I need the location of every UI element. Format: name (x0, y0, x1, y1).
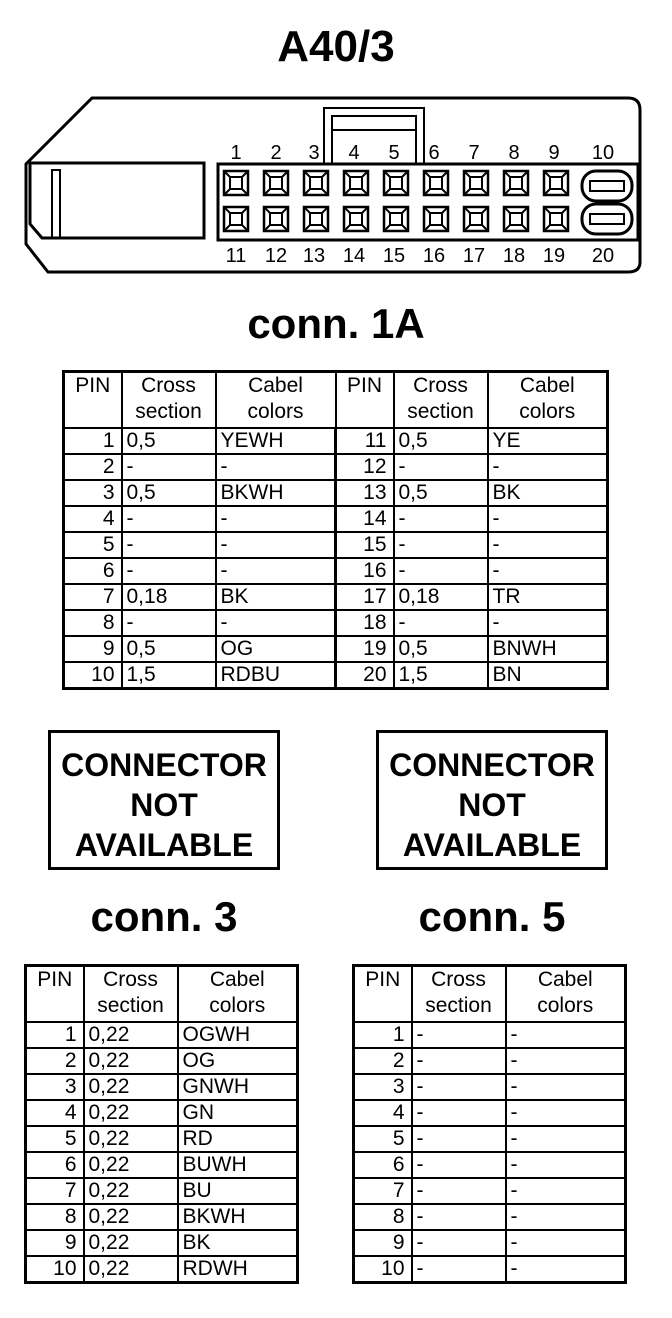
pin-cell: 10 (26, 1256, 84, 1283)
cable-color-cell: RD (178, 1126, 298, 1152)
conn-5-title: conn. 5 (418, 893, 566, 940)
table-row (64, 506, 608, 532)
pin-cell: 4 (26, 1100, 84, 1126)
pin-socket (304, 171, 328, 195)
pin-socket (464, 171, 488, 195)
cable-color-cell: - (506, 1100, 626, 1126)
cross-section-cell: - (394, 506, 488, 532)
table-row (26, 1100, 298, 1126)
cable-color-cell: - (506, 1126, 626, 1152)
pin-cell: 4 (354, 1100, 412, 1126)
table-row (26, 1178, 298, 1204)
na-line: NOT (130, 787, 198, 823)
cable-color-cell: TR (488, 584, 608, 610)
pin-number-label: 13 (302, 245, 326, 267)
cross-section-cell: - (412, 1152, 506, 1178)
cable-color-cell: OG (216, 636, 336, 662)
na-line: CONNECTOR (61, 747, 267, 783)
cable-color-cell: BNWH (488, 636, 608, 662)
pin-number-label: 5 (388, 142, 400, 164)
pin-socket (424, 171, 448, 195)
cable-color-cell: RDBU (216, 662, 336, 689)
cross-section-cell: 0,18 (122, 584, 216, 610)
pin-socket (264, 171, 288, 195)
pin-number-label: 16 (422, 245, 446, 267)
pin-number-label: 2 (270, 142, 282, 164)
cross-section-cell: 0,5 (122, 428, 216, 454)
pin-socket (384, 207, 408, 231)
pin-socket (224, 207, 248, 231)
conn-5-table (352, 964, 627, 1284)
pin-number-label: 18 (502, 245, 526, 267)
connector-latch (30, 163, 204, 238)
connector-not-available-3 (48, 730, 280, 870)
header-cross-section: Cross section (122, 372, 216, 429)
cable-color-cell: YEWH (216, 428, 336, 454)
cross-section-cell: 0,22 (84, 1048, 178, 1074)
table-row (26, 1204, 298, 1230)
header-cross-section: Cross section (412, 966, 506, 1023)
cross-section-cell: 0,5 (394, 480, 488, 506)
pin-cell: 17 (336, 584, 394, 610)
cable-color-cell: - (488, 506, 608, 532)
pin-cell: 5 (64, 532, 122, 558)
header-cross-section: Cross section (394, 372, 488, 429)
cross-section-cell: 0,22 (84, 1256, 178, 1283)
table-row (354, 1256, 626, 1283)
pin-socket (504, 171, 528, 195)
pin-cell: 11 (336, 428, 394, 454)
pin-socket (384, 171, 408, 195)
header-cabel-colors: Cabel colors (216, 372, 336, 429)
table-row (354, 1204, 626, 1230)
pin-cell: 18 (336, 610, 394, 636)
cross-section-cell: 0,22 (84, 1022, 178, 1048)
header-cabel-colors: Cabel colors (488, 372, 608, 429)
pin-cell: 5 (26, 1126, 84, 1152)
pin-socket (264, 207, 288, 231)
cable-color-cell: YE (488, 428, 608, 454)
pin-socket (544, 171, 568, 195)
cross-section-cell: 0,22 (84, 1230, 178, 1256)
cable-color-cell: BKWH (178, 1204, 298, 1230)
cross-section-cell: - (412, 1048, 506, 1074)
pin-cell: 1 (26, 1022, 84, 1048)
pin-cell: 6 (354, 1152, 412, 1178)
pin-number-label: 19 (542, 245, 566, 267)
cross-section-cell: - (394, 454, 488, 480)
cross-section-cell: 0,22 (84, 1126, 178, 1152)
header-pin: PIN (354, 966, 412, 1023)
cable-color-cell: - (506, 1204, 626, 1230)
cable-color-cell: - (488, 454, 608, 480)
pin-socket (344, 171, 368, 195)
header-pin: PIN (336, 372, 394, 429)
cable-color-cell: - (488, 532, 608, 558)
pin-number-label: 15 (382, 245, 406, 267)
conn-3-title: conn. 3 (90, 893, 238, 940)
pin-socket (504, 207, 528, 231)
pin-cell: 1 (64, 428, 122, 454)
table-row (64, 662, 608, 689)
pin-cell: 10 (64, 662, 122, 689)
cable-color-cell: BK (216, 584, 336, 610)
pin-number-label: 14 (342, 245, 366, 267)
cable-color-cell: BU (178, 1178, 298, 1204)
cable-color-cell: - (216, 532, 336, 558)
pin-cell: 1 (354, 1022, 412, 1048)
table-row (354, 1152, 626, 1178)
cross-section-cell: 0,22 (84, 1100, 178, 1126)
connector-not-available-5 (376, 730, 608, 870)
table-row (64, 454, 608, 480)
header-cross-section: Cross section (84, 966, 178, 1023)
cable-color-cell: - (216, 610, 336, 636)
cross-section-cell: - (122, 610, 216, 636)
cross-section-cell: 0,22 (84, 1204, 178, 1230)
conn-1a-table (62, 370, 609, 690)
connector-key-inner (332, 116, 416, 130)
header-pin: PIN (26, 966, 84, 1023)
pin-cell: 7 (26, 1178, 84, 1204)
header-cabel-colors: Cabel colors (178, 966, 298, 1023)
pin-number-label: 7 (468, 142, 480, 164)
cross-section-cell: - (412, 1178, 506, 1204)
pin-cell: 2 (26, 1048, 84, 1074)
table-row (26, 1022, 298, 1048)
table-row (26, 1048, 298, 1074)
cross-section-cell: - (122, 454, 216, 480)
pin-number-label: 6 (428, 142, 440, 164)
cable-color-cell: - (506, 1048, 626, 1074)
cross-section-cell: - (122, 558, 216, 584)
table-row (26, 1230, 298, 1256)
pin-number-label: 8 (508, 142, 520, 164)
cable-color-cell: - (488, 558, 608, 584)
cross-section-cell: 1,5 (122, 662, 216, 689)
page-title: A40/3 (277, 22, 395, 71)
cross-section-cell: - (394, 610, 488, 636)
cable-color-cell: OG (178, 1048, 298, 1074)
pin-socket (424, 207, 448, 231)
cross-section-cell: - (394, 532, 488, 558)
cross-section-cell: 0,5 (122, 636, 216, 662)
pin-10-socket (582, 171, 632, 201)
conn-1a-title: conn. 1A (247, 300, 425, 347)
na-line: NOT (458, 787, 526, 823)
cross-section-cell: 0,22 (84, 1074, 178, 1100)
table-row (64, 558, 608, 584)
pin-number-label: 1 (230, 142, 242, 164)
pin-cell: 8 (64, 610, 122, 636)
pin-cell: 3 (354, 1074, 412, 1100)
pin-cell: 8 (354, 1204, 412, 1230)
pin-cell: 9 (26, 1230, 84, 1256)
pin-cell: 14 (336, 506, 394, 532)
pin-cell: 13 (336, 480, 394, 506)
cross-section-cell: 0,5 (394, 428, 488, 454)
pin-socket (344, 207, 368, 231)
pin-cell: 3 (64, 480, 122, 506)
cross-section-cell: 0,5 (394, 636, 488, 662)
table-row (64, 610, 608, 636)
cross-section-cell: - (412, 1230, 506, 1256)
table-row (354, 1048, 626, 1074)
pin-cell: 7 (64, 584, 122, 610)
pin-number-label: 12 (264, 245, 288, 267)
pin-number-label: 11 (225, 245, 247, 267)
cross-section-cell: - (122, 532, 216, 558)
cable-color-cell: GNWH (178, 1074, 298, 1100)
table-row (64, 428, 608, 454)
pin-cell: 9 (64, 636, 122, 662)
cable-color-cell: - (506, 1256, 626, 1283)
cable-color-cell: - (506, 1230, 626, 1256)
cable-color-cell: - (506, 1074, 626, 1100)
cable-color-cell: OGWH (178, 1022, 298, 1048)
cable-color-cell: BUWH (178, 1152, 298, 1178)
cross-section-cell: 0,18 (394, 584, 488, 610)
conn-3-table (24, 964, 299, 1284)
pin-socket (224, 171, 248, 195)
table-row (26, 1152, 298, 1178)
cable-color-cell: BK (488, 480, 608, 506)
pin-number-label: 17 (462, 245, 486, 267)
pin-cell: 6 (64, 558, 122, 584)
connector-key-walls (332, 130, 416, 164)
pin-cell: 20 (336, 662, 394, 689)
cable-color-cell: BN (488, 662, 608, 689)
cable-color-cell: GN (178, 1100, 298, 1126)
header-cabel-colors: Cabel colors (506, 966, 626, 1023)
pin-cell: 12 (336, 454, 394, 480)
cable-color-cell: BKWH (216, 480, 336, 506)
pin-cell: 4 (64, 506, 122, 532)
pin-cell: 16 (336, 558, 394, 584)
cross-section-cell: 0,5 (122, 480, 216, 506)
cross-section-cell: 0,22 (84, 1178, 178, 1204)
cross-section-cell: 1,5 (394, 662, 488, 689)
table-row (64, 480, 608, 506)
cross-section-cell: - (412, 1204, 506, 1230)
table-row (354, 1230, 626, 1256)
pin-number-label: 9 (548, 142, 560, 164)
na-line: CONNECTOR (389, 747, 595, 783)
pin-20-socket (582, 204, 632, 234)
pin-number-label: 20 (591, 245, 615, 267)
na-line: AVAILABLE (74, 827, 254, 863)
na-line: AVAILABLE (402, 827, 582, 863)
pin-socket (544, 207, 568, 231)
pin-cell: 15 (336, 532, 394, 558)
cross-section-cell: 0,22 (84, 1152, 178, 1178)
cross-section-cell: - (122, 506, 216, 532)
pin-number-label: 4 (348, 142, 360, 164)
pin-cell: 7 (354, 1178, 412, 1204)
cable-color-cell: - (506, 1152, 626, 1178)
table-row (64, 532, 608, 558)
pin-cell: 3 (26, 1074, 84, 1100)
table-row (354, 1074, 626, 1100)
cross-section-cell: - (412, 1022, 506, 1048)
cable-color-cell: - (488, 610, 608, 636)
table-row (26, 1126, 298, 1152)
cable-color-cell: - (216, 454, 336, 480)
table-row (354, 1100, 626, 1126)
table-row (354, 1022, 626, 1048)
pin-cell: 2 (354, 1048, 412, 1074)
pin-number-label: 10 (591, 142, 615, 164)
pin-cell: 8 (26, 1204, 84, 1230)
cross-section-cell: - (394, 558, 488, 584)
header-pin: PIN (64, 372, 122, 429)
cable-color-cell: - (506, 1178, 626, 1204)
cross-section-cell: - (412, 1256, 506, 1283)
connector-latch-slot (52, 170, 60, 238)
pin-cell: 6 (26, 1152, 84, 1178)
table-row (64, 636, 608, 662)
cable-color-cell: - (506, 1022, 626, 1048)
pin-cell: 10 (354, 1256, 412, 1283)
cable-color-cell: BK (178, 1230, 298, 1256)
cross-section-cell: - (412, 1100, 506, 1126)
table-row (354, 1178, 626, 1204)
pin-cell: 9 (354, 1230, 412, 1256)
connector-diagram (0, 0, 672, 290)
cable-color-cell: RDWH (178, 1256, 298, 1283)
table-row (64, 584, 608, 610)
pin-number-label: 3 (308, 142, 320, 164)
table-row (26, 1074, 298, 1100)
table-row (354, 1126, 626, 1152)
cross-section-cell: - (412, 1074, 506, 1100)
pin-socket (464, 207, 488, 231)
pin-cell: 5 (354, 1126, 412, 1152)
pin-socket (304, 207, 328, 231)
cross-section-cell: - (412, 1126, 506, 1152)
table-row (26, 1256, 298, 1283)
cable-color-cell: - (216, 558, 336, 584)
pin-cell: 2 (64, 454, 122, 480)
pin-cell: 19 (336, 636, 394, 662)
cable-color-cell: - (216, 506, 336, 532)
